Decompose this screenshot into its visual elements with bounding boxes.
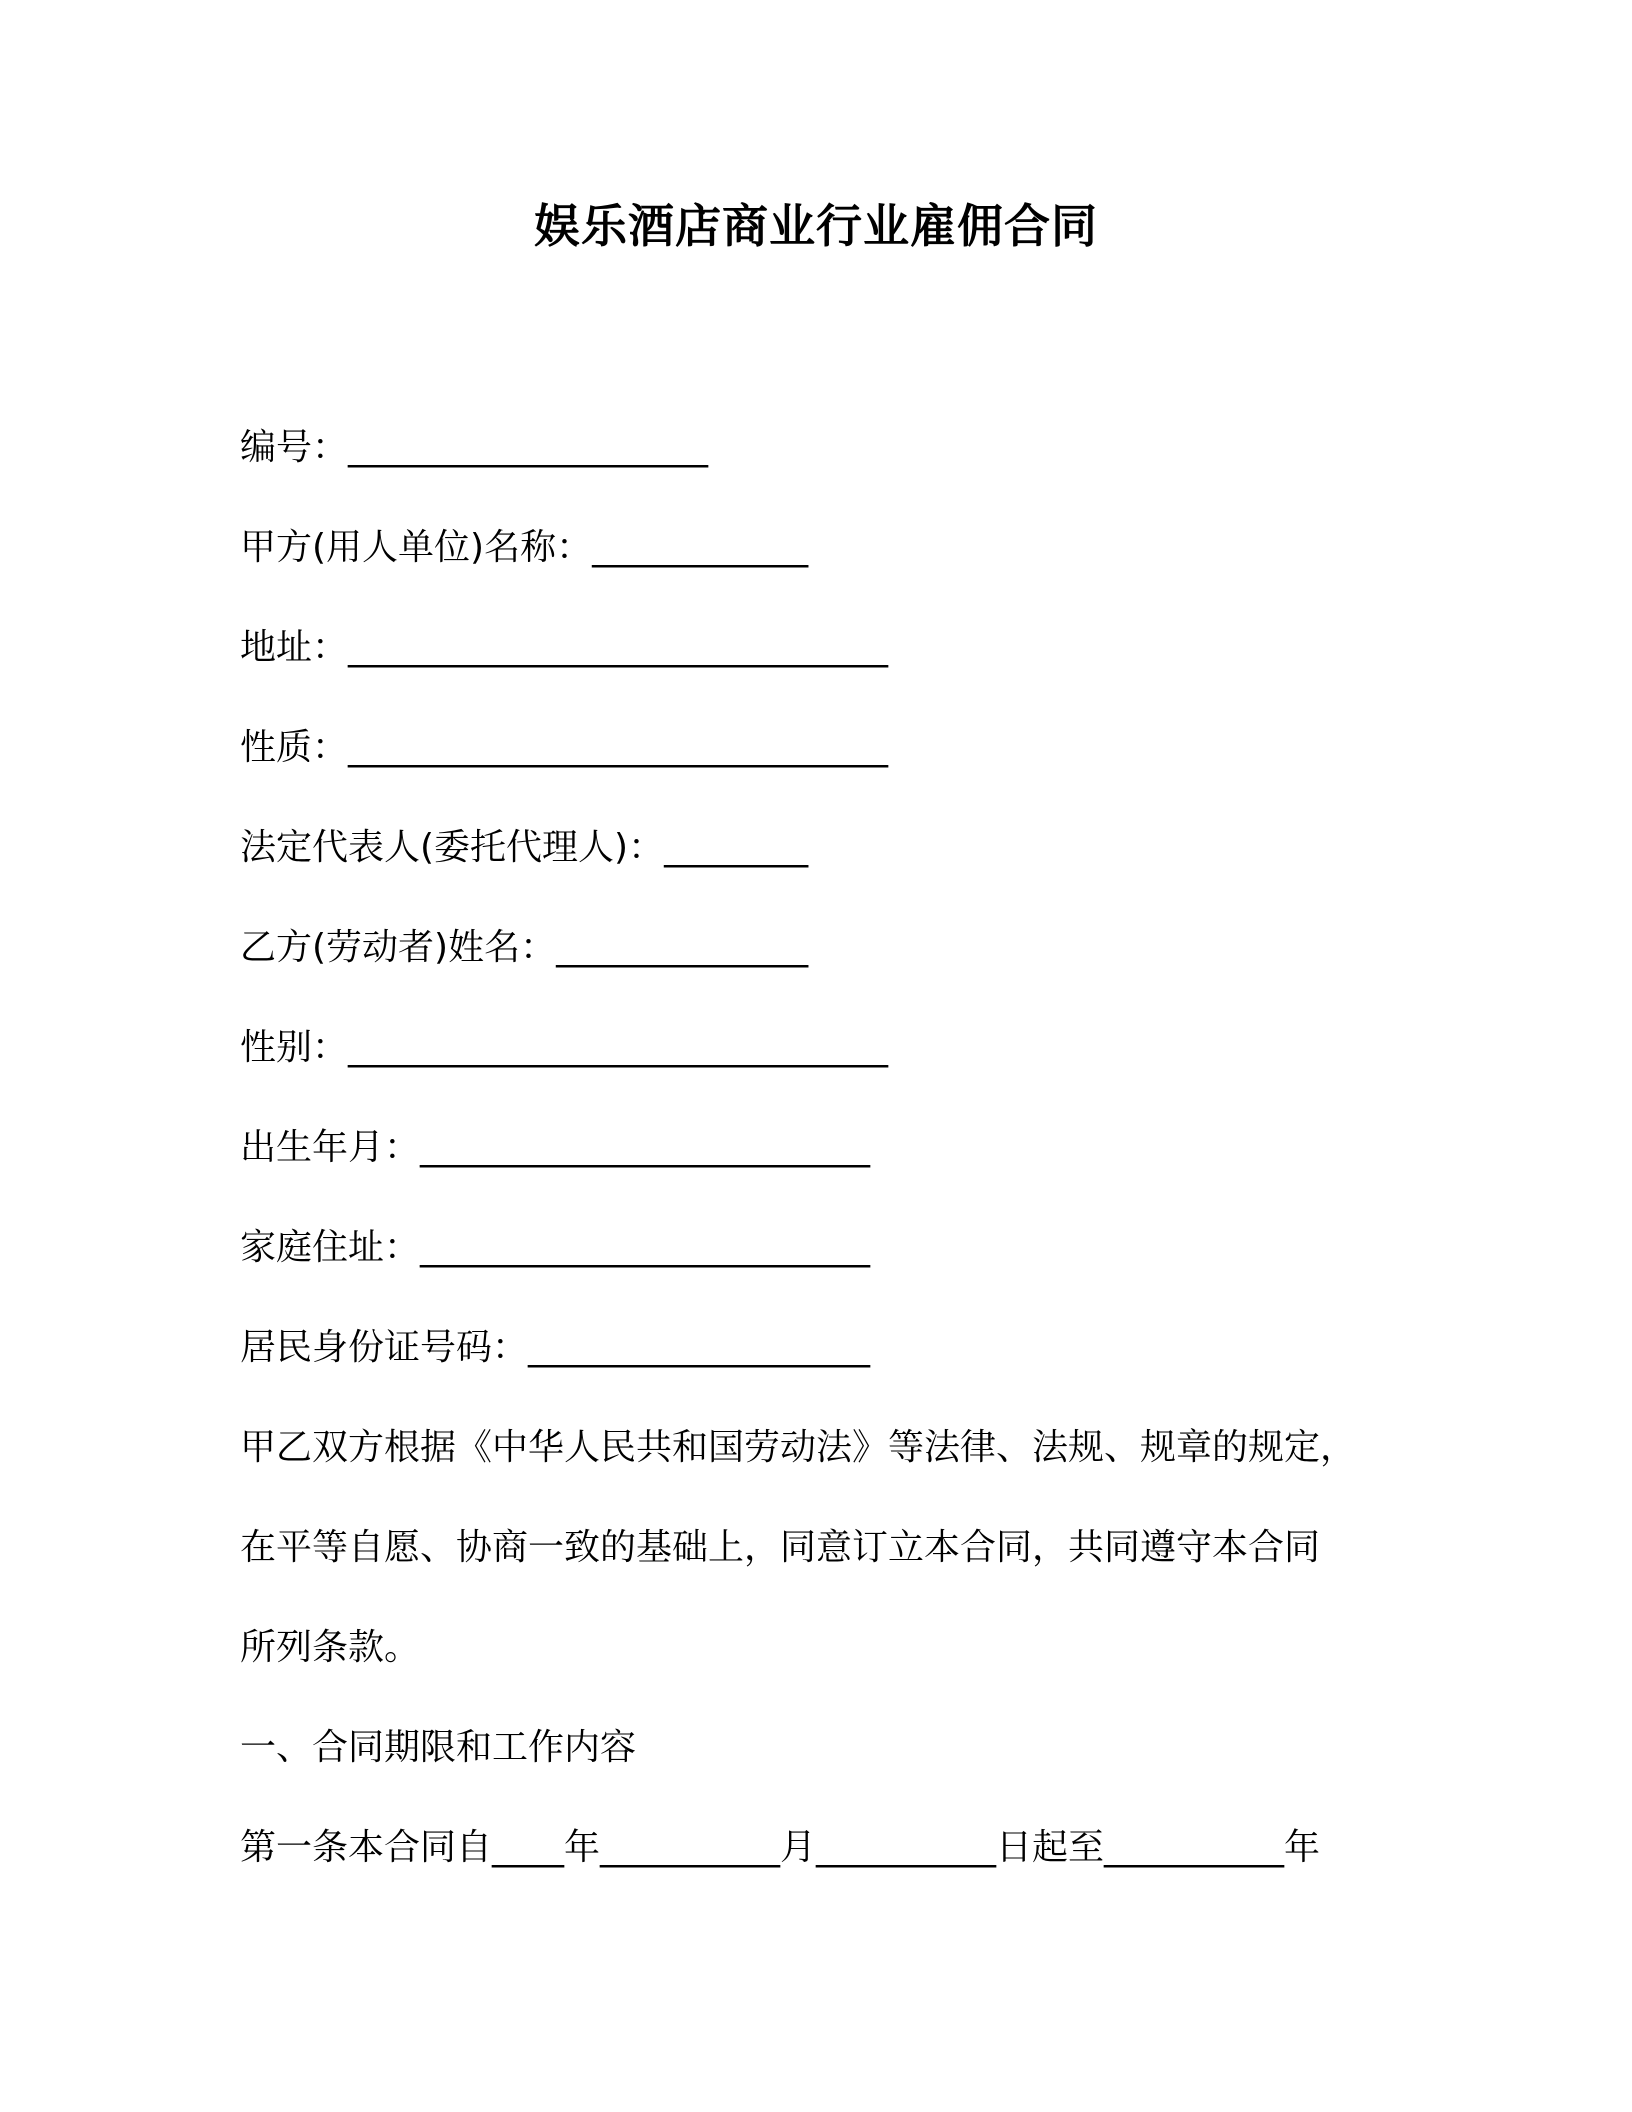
field-gender: 性别：______________________________ [240, 1027, 889, 1068]
field-id-number: 居民身份证号码：___________________ [240, 1327, 871, 1368]
field-number: 编号：____________________ [240, 427, 709, 468]
field-party-b-name: 乙方(劳动者)姓名：______________ [240, 927, 809, 968]
article-1-text: 第一条本合同自____年__________月__________日起至__________年 [240, 1827, 1321, 1868]
field-party-a-name: 甲方(用人单位)名称：____________ [240, 527, 809, 568]
field-home-address: 家庭住址：_________________________ [240, 1227, 871, 1268]
section-heading: 一、合同期限和工作内容 [240, 1727, 637, 1768]
document-title: 娱乐酒店商业行业雇佣合同 [534, 199, 1098, 253]
field-legal-representative: 法定代表人(委托代理人)：________ [240, 827, 809, 868]
field-birth-date: 出生年月：_________________________ [240, 1127, 871, 1168]
preamble-line: 所列条款。 [240, 1627, 421, 1668]
preamble-line: 甲乙双方根据《中华人民共和国劳动法》等法律、法规、规章的规定， [240, 1427, 1357, 1468]
field-address: 地址：______________________________ [240, 627, 889, 668]
field-nature: 性质：______________________________ [240, 727, 889, 768]
preamble-line: 在平等自愿、协商一致的基础上，同意订立本合同，共同遵守本合同 [240, 1527, 1321, 1568]
